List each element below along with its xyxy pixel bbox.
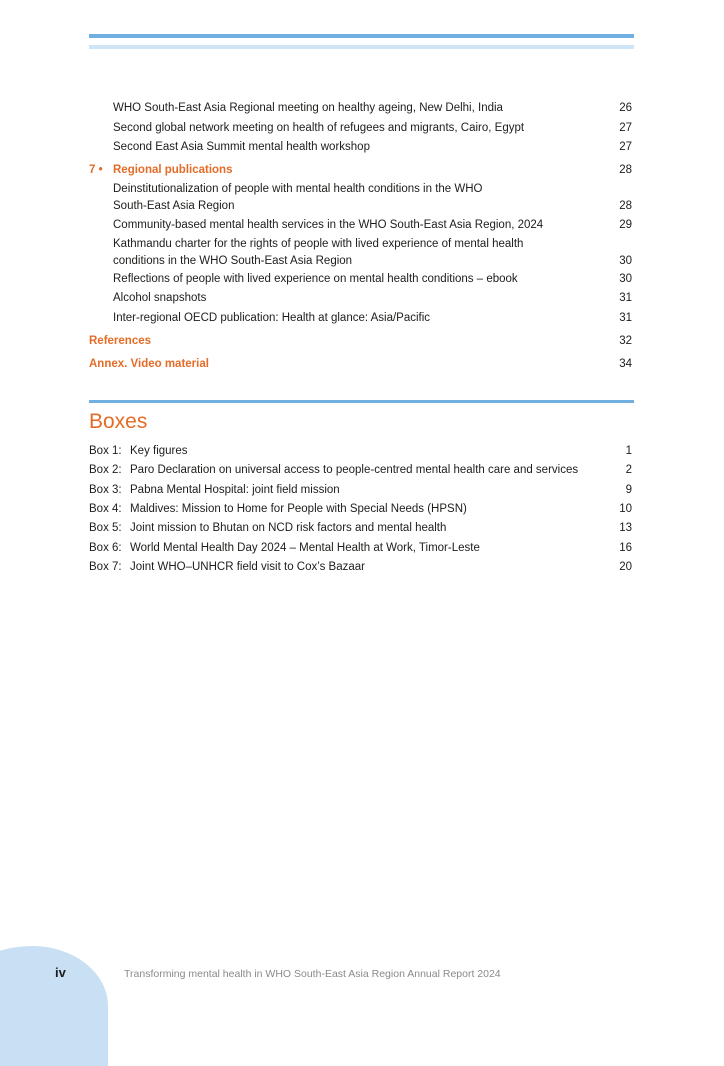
- section-number: 7 •: [89, 164, 103, 176]
- references-page: 32: [619, 335, 632, 347]
- toc-entry[interactable]: [89, 181, 632, 215]
- box-label: Box 6:: [89, 542, 122, 554]
- header-rule: [89, 34, 634, 38]
- toc-entry-page: 31: [619, 292, 632, 304]
- page-number: iv: [55, 965, 66, 980]
- running-footer: Transforming mental health in WHO South-East Asia Region Annual Report 2024: [124, 968, 501, 980]
- box-page: 2: [625, 464, 632, 476]
- box-page: 20: [619, 561, 632, 573]
- annex-page: 34: [619, 358, 632, 370]
- box-title: Paro Declaration on universal access to people-centred mental health care and services: [130, 464, 579, 476]
- toc-entry-title: Second East Asia Summit mental health workshop: [113, 141, 370, 153]
- header-rule-light: [89, 45, 634, 49]
- box-label: Box 7:: [89, 561, 122, 573]
- toc-entry-title: Kathmandu charter for the rights of people with lived experience of mental health conditions in the WHO South-East Asia Region: [113, 238, 524, 267]
- section-title: Regional publications: [113, 164, 233, 176]
- boxes-heading: Boxes: [89, 410, 148, 433]
- references-title: References: [89, 335, 152, 347]
- box-page: 1: [625, 445, 632, 457]
- box-title: Joint mission to Bhutan on NCD risk factors and mental health: [130, 522, 447, 534]
- box-title: Pabna Mental Hospital: joint field mission: [130, 484, 340, 496]
- footer-decoration: [0, 946, 108, 1066]
- box-page: 16: [619, 542, 632, 554]
- box-page: 13: [619, 522, 632, 534]
- section-page: 28: [619, 164, 632, 176]
- box-title: Key figures: [130, 445, 188, 457]
- toc-entry-title: WHO South-East Asia Regional meeting on healthy ageing, New Delhi, India: [113, 102, 503, 114]
- box-title: Joint WHO–UNHCR field visit to Cox’s Bazaar: [130, 561, 365, 573]
- toc-entry-page: 27: [619, 122, 632, 134]
- box-page: 9: [625, 484, 632, 496]
- toc-entry-page: 27: [619, 141, 632, 153]
- toc-entry-title: Deinstitutionalization of people with mental health conditions in the WHO South-East Asia Region: [113, 183, 483, 212]
- toc-entry-title: Reflections of people with lived experience on mental health conditions – ebook: [113, 273, 518, 285]
- toc-entry-page: 30: [619, 273, 632, 285]
- box-label: Box 1:: [89, 445, 122, 457]
- box-label: Box 5:: [89, 522, 122, 534]
- toc-entry-title: Second global network meeting on health of refugees and migrants, Cairo, Egypt: [113, 122, 525, 134]
- box-title: Maldives: Mission to Home for People with Special Needs (HPSN): [130, 503, 467, 515]
- box-label: Box 2:: [89, 464, 122, 476]
- box-label: Box 3:: [89, 484, 122, 496]
- toc-entry-title: Alcohol snapshots: [113, 292, 207, 304]
- toc-entry-title: Inter-regional OECD publication: Health at glance: Asia/Pacific: [113, 312, 431, 324]
- box-label: Box 4:: [89, 503, 122, 515]
- toc-entry-page: 26: [619, 102, 632, 114]
- box-page: 10: [619, 503, 632, 515]
- toc-entry-page: 29: [619, 219, 632, 231]
- toc-entry-page: 31: [619, 312, 632, 324]
- toc-entry[interactable]: [89, 236, 632, 270]
- section-rule: [89, 400, 634, 403]
- toc-entry-page: 28: [619, 200, 632, 212]
- annex-title: Annex. Video material: [89, 358, 209, 370]
- toc-entry-page: 30: [619, 255, 632, 267]
- toc-entry-title: Community-based mental health services in the WHO South-East Asia Region, 2024: [113, 219, 544, 231]
- box-title: World Mental Health Day 2024 – Mental Health at Work, Timor-Leste: [130, 542, 480, 554]
